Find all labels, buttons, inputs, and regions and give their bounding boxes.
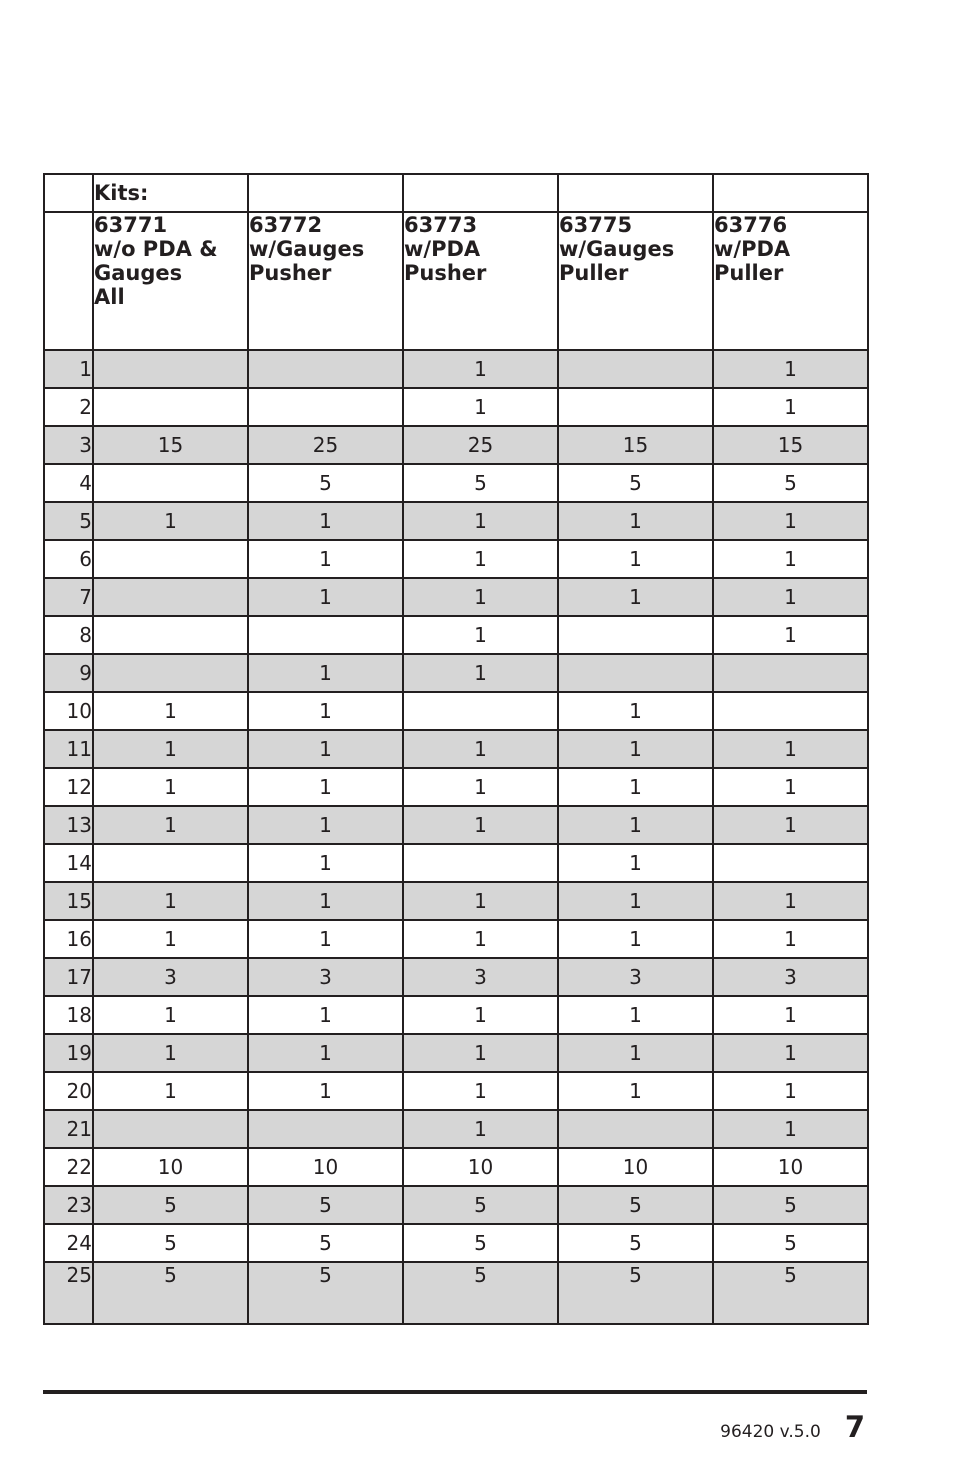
quantity-cell: 1 [713,920,868,958]
kit-header-63771: 63771 w/o PDA & Gauges All [93,212,248,350]
quantity-cell: 1 [403,1110,558,1148]
row-number: 16 [44,920,93,958]
table-row [44,730,868,768]
quantity-cell: 1 [403,996,558,1034]
kit-header-63772: 63772 w/Gauges Pusher [248,212,403,350]
table-row [44,958,868,996]
quantity-cell: 1 [248,1072,403,1110]
quantity-cell: 5 [93,1262,248,1324]
quantity-cell: 5 [403,1262,558,1324]
table-row [44,616,868,654]
row-number: 13 [44,806,93,844]
quantity-cell: 1 [558,1072,713,1110]
quantity-cell: 5 [713,464,868,502]
quantity-cell: 1 [93,1034,248,1072]
quantity-cell [93,350,248,388]
quantity-cell: 1 [558,578,713,616]
quantity-cell: 5 [248,1262,403,1324]
quantity-cell: 5 [558,1186,713,1224]
quantity-cell: 1 [248,540,403,578]
quantity-cell [93,616,248,654]
quantity-cell: 1 [248,806,403,844]
quantity-cell: 5 [713,1186,868,1224]
quantity-cell [403,844,558,882]
quantity-cell: 5 [558,1224,713,1262]
quantity-cell: 5 [403,464,558,502]
empty-header-cell [248,174,403,212]
quantity-cell: 1 [713,806,868,844]
quantity-cell: 5 [93,1224,248,1262]
table-row [44,1034,868,1072]
document-id: 96420 v.5.0 [720,1422,821,1442]
row-number: 12 [44,768,93,806]
table-row [44,540,868,578]
table-row [44,502,868,540]
row-number: 1 [44,350,93,388]
quantity-cell: 1 [93,806,248,844]
quantity-cell [248,1110,403,1148]
quantity-cell: 1 [558,768,713,806]
table-row [44,806,868,844]
row-number: 2 [44,388,93,426]
table-row [44,388,868,426]
quantity-cell: 25 [248,426,403,464]
quantity-cell: 1 [558,920,713,958]
page-footer [720,1410,865,1444]
quantity-cell: 1 [713,540,868,578]
quantity-cell: 1 [713,1034,868,1072]
table-row [44,464,868,502]
row-number: 24 [44,1224,93,1262]
quantity-cell [93,654,248,692]
quantity-cell [248,388,403,426]
table-row [44,1186,868,1224]
row-number: 21 [44,1110,93,1148]
quantity-cell: 5 [713,1262,868,1324]
footer-rule [43,1390,867,1394]
quantity-cell: 1 [713,1072,868,1110]
quantity-cell [93,464,248,502]
quantity-cell: 1 [558,844,713,882]
kit-header-63773: 63773 w/PDA Pusher [403,212,558,350]
quantity-cell: 1 [403,882,558,920]
quantity-cell: 1 [713,388,868,426]
table-row [44,1110,868,1148]
quantity-cell: 5 [713,1224,868,1262]
quantity-cell [713,844,868,882]
quantity-cell: 10 [93,1148,248,1186]
row-number: 6 [44,540,93,578]
quantity-cell: 1 [558,882,713,920]
quantity-cell: 1 [558,502,713,540]
empty-header-cell [558,174,713,212]
empty-corner-cell [44,174,93,212]
quantity-cell: 10 [403,1148,558,1186]
row-number: 5 [44,502,93,540]
row-number: 25 [44,1262,93,1324]
table-row [44,578,868,616]
quantity-cell: 1 [248,882,403,920]
quantity-cell: 3 [248,958,403,996]
empty-header-cell [713,174,868,212]
quantity-cell: 1 [248,844,403,882]
table-row [44,768,868,806]
quantity-cell: 1 [248,768,403,806]
quantity-cell [558,616,713,654]
quantity-cell: 1 [713,882,868,920]
quantity-cell: 1 [248,692,403,730]
quantity-cell: 1 [558,1034,713,1072]
quantity-cell: 1 [403,616,558,654]
empty-corner-cell [44,212,93,350]
quantity-cell: 1 [713,768,868,806]
kits-label-row [44,174,868,212]
table-row [44,920,868,958]
quantity-cell: 1 [403,920,558,958]
quantity-cell: 1 [93,1072,248,1110]
quantity-cell [248,616,403,654]
quantity-cell: 1 [558,692,713,730]
table-row [44,1262,868,1324]
table-row [44,1072,868,1110]
quantity-cell: 1 [248,654,403,692]
table-row [44,350,868,388]
page-number: 7 [844,1410,865,1444]
quantity-cell: 1 [403,578,558,616]
table-row [44,1148,868,1186]
quantity-cell [558,350,713,388]
quantity-cell: 1 [93,692,248,730]
quantity-cell [93,1110,248,1148]
quantity-cell: 1 [713,350,868,388]
quantity-cell [93,844,248,882]
row-number: 11 [44,730,93,768]
row-number: 17 [44,958,93,996]
quantity-cell: 1 [558,996,713,1034]
table-row [44,844,868,882]
quantity-cell [713,692,868,730]
row-number: 9 [44,654,93,692]
quantity-cell: 15 [713,426,868,464]
row-number: 18 [44,996,93,1034]
quantity-cell: 5 [403,1224,558,1262]
quantity-cell: 1 [93,768,248,806]
row-number: 23 [44,1186,93,1224]
quantity-cell: 1 [558,540,713,578]
kit-header-row [44,212,868,350]
table-row [44,426,868,464]
table-row [44,882,868,920]
quantity-cell: 1 [403,388,558,426]
kit-header-63775: 63775 w/Gauges Puller [558,212,713,350]
quantity-cell [248,350,403,388]
quantity-cell [403,692,558,730]
quantity-cell: 1 [713,578,868,616]
quantity-cell [93,578,248,616]
quantity-cell: 5 [248,464,403,502]
quantity-cell: 1 [93,730,248,768]
quantity-cell: 1 [403,540,558,578]
quantity-cell: 1 [403,502,558,540]
quantity-cell: 5 [93,1186,248,1224]
quantity-cell: 1 [93,920,248,958]
quantity-cell [558,654,713,692]
row-number: 3 [44,426,93,464]
row-number: 19 [44,1034,93,1072]
quantity-cell: 1 [403,350,558,388]
quantity-cell: 1 [713,730,868,768]
table-row [44,692,868,730]
row-number: 7 [44,578,93,616]
quantity-cell: 1 [403,768,558,806]
row-number: 22 [44,1148,93,1186]
quantity-cell: 5 [248,1186,403,1224]
quantity-cell: 1 [248,578,403,616]
quantity-cell: 1 [403,806,558,844]
quantity-cell: 5 [248,1224,403,1262]
quantity-cell: 15 [93,426,248,464]
row-number: 15 [44,882,93,920]
quantity-cell: 1 [713,1110,868,1148]
quantity-cell: 1 [558,806,713,844]
quantity-cell: 25 [403,426,558,464]
quantity-cell: 15 [558,426,713,464]
quantity-cell: 1 [248,1034,403,1072]
row-number: 14 [44,844,93,882]
kits-label: Kits: [93,174,248,212]
quantity-cell: 5 [558,464,713,502]
quantity-cell: 1 [403,1034,558,1072]
quantity-cell: 10 [248,1148,403,1186]
parts-quantity-table [43,173,869,1325]
quantity-cell: 1 [713,996,868,1034]
quantity-cell: 1 [713,502,868,540]
quantity-cell: 1 [248,502,403,540]
quantity-cell: 5 [558,1262,713,1324]
quantity-cell: 1 [248,996,403,1034]
row-number: 20 [44,1072,93,1110]
quantity-cell [558,1110,713,1148]
quantity-cell [558,388,713,426]
quantity-cell [93,388,248,426]
quantity-cell [93,540,248,578]
quantity-cell: 3 [403,958,558,996]
quantity-cell: 1 [93,996,248,1034]
quantity-cell [713,654,868,692]
quantity-cell: 1 [713,616,868,654]
table-row [44,654,868,692]
quantity-cell: 1 [558,730,713,768]
row-number: 8 [44,616,93,654]
quantity-cell: 1 [93,882,248,920]
quantity-cell: 3 [558,958,713,996]
row-number: 10 [44,692,93,730]
row-number: 4 [44,464,93,502]
quantity-cell: 10 [713,1148,868,1186]
quantity-cell: 3 [713,958,868,996]
quantity-cell: 1 [403,730,558,768]
empty-header-cell [403,174,558,212]
quantity-cell: 5 [403,1186,558,1224]
quantity-cell: 1 [248,920,403,958]
quantity-cell: 10 [558,1148,713,1186]
table-row [44,1224,868,1262]
table-row [44,996,868,1034]
quantity-cell: 3 [93,958,248,996]
quantity-cell: 1 [248,730,403,768]
quantity-cell: 1 [403,1072,558,1110]
quantity-cell: 1 [93,502,248,540]
kit-header-63776: 63776 w/PDA Puller [713,212,868,350]
quantity-cell: 1 [403,654,558,692]
